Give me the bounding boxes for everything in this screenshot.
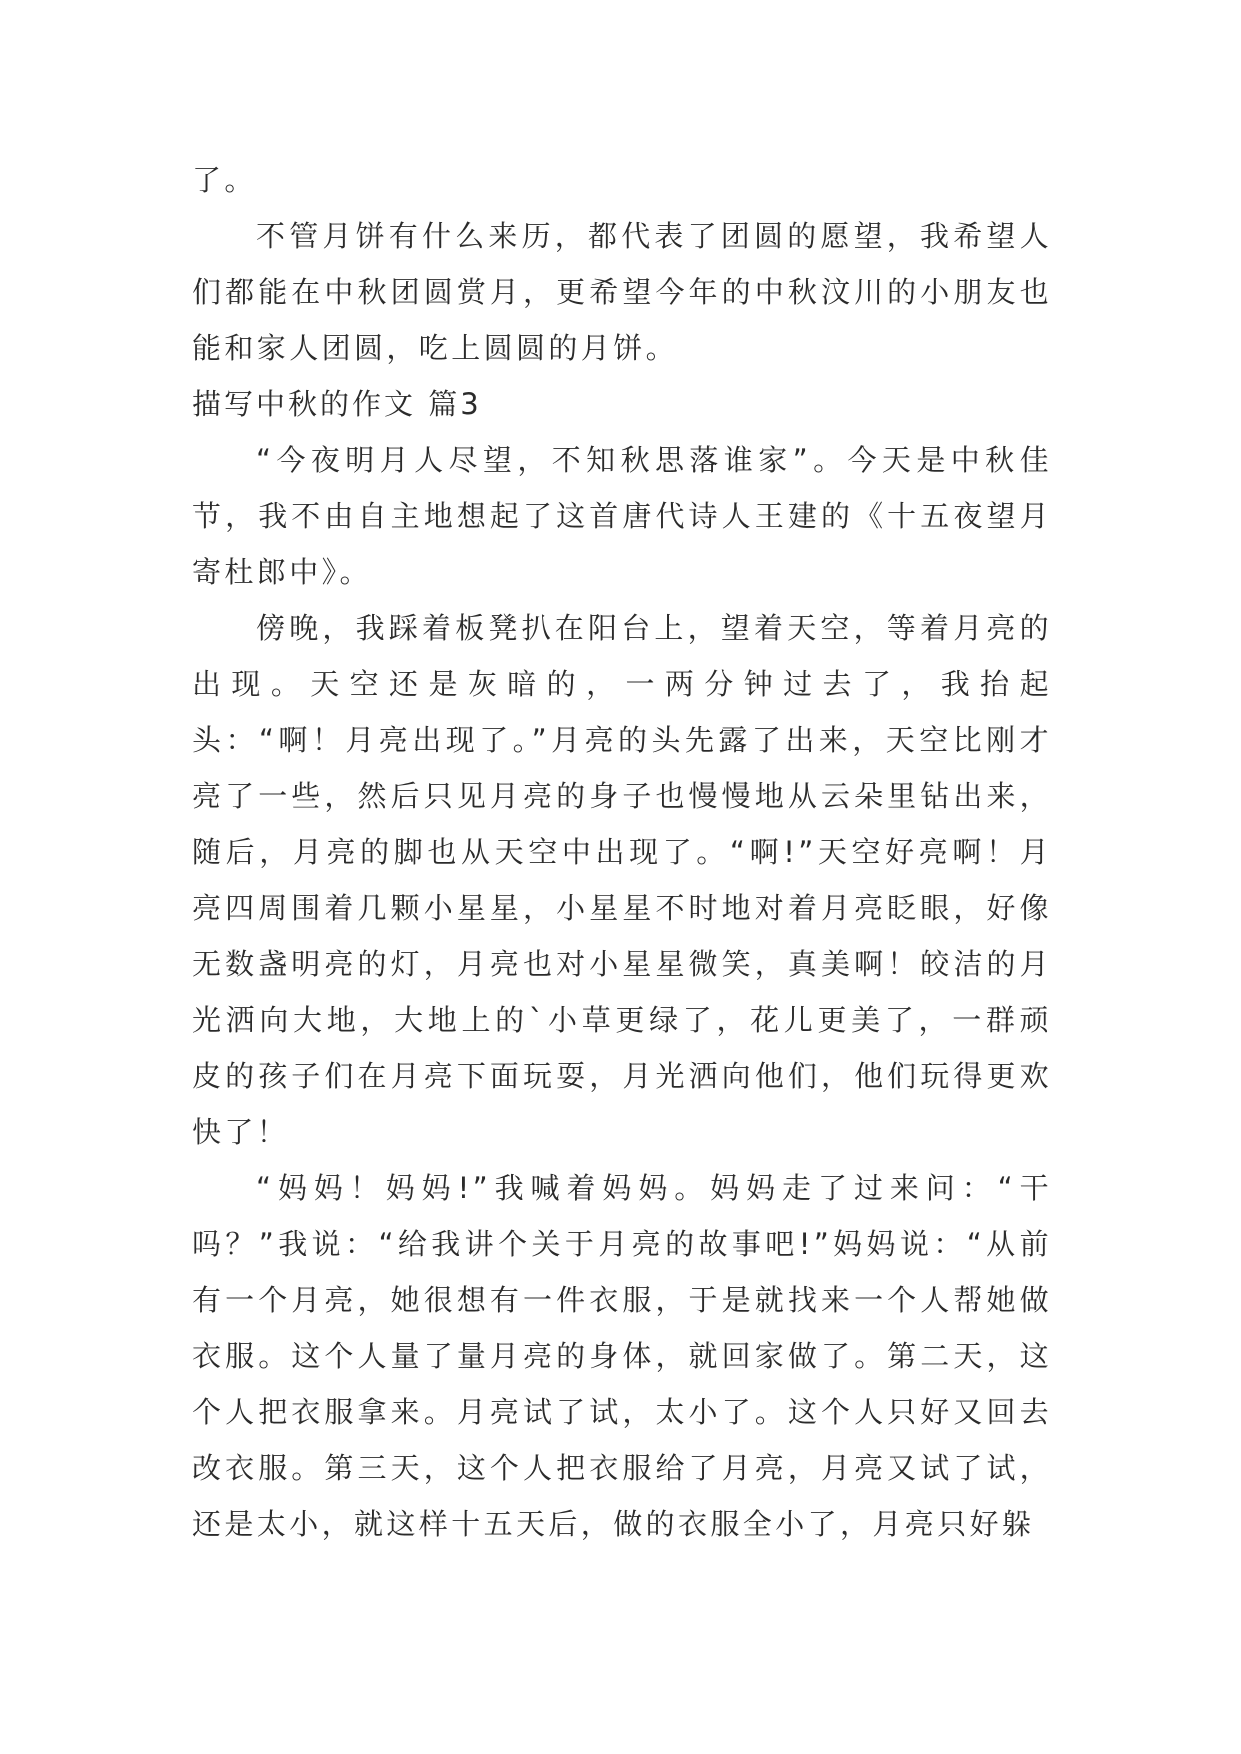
- document-body: [192, 152, 1052, 1552]
- paragraph-mooncake-wish: 不管月饼有什么来历，都代表了团圆的愿望，我希望人们都能在中秋团圆赏月，更希望今年的中秋汶川的小朋友也能和家人团圆，吃上圆圆的月饼。: [192, 219, 1052, 365]
- paragraph-poem-quote: “今夜明月人尽望，不知秋思落谁家”。今天是中秋佳节，我不由自主地想起了这首唐代诗人王建的《十五夜望月寄杜郎中》。: [192, 443, 1052, 589]
- paragraph-mother-story: “妈妈！妈妈!”我喊着妈妈。妈妈走了过来问：“干吗？”我说：“给我讲个关于月亮的故事吧!”妈妈说：“从前有一个月亮，她很想有一件衣服，于是就找来一个人帮她做衣服。这个人量了量月亮的身体，就回家做了。第二天，这个人把衣服拿来。月亮试了试，太小了。这个人只好又回去改衣服。第三天，这个人把衣服给了月亮，月亮又试了试，还是太小，就这样十五天后，做的衣服全小了，月亮只好躲: [192, 1171, 1052, 1541]
- section-heading: 描写中秋的作文 篇3: [192, 387, 482, 421]
- paragraph-evening-moon: 傍晚，我踩着板凳扒在阳台上，望着天空，等着月亮的出现。天空还是灰暗的，一两分钟过去了，我抬起头：“啊！月亮出现了。”月亮的头先露了出来，天空比刚才亮了一些，然后只见月亮的身子也慢慢地从云朵里钻出来，随后，月亮的脚也从天空中出现了。“啊!”天空好亮啊！月亮四周围着几颗小星星，小星星不时地对着月亮眨眼，好像无数盏明亮的灯，月亮也对小星星微笑，真美啊！皎洁的月光洒向大地，大地上的`小草更绿了，花儿更美了，一群顽皮的孩子们在月亮下面玩耍，月光洒向他们，他们玩得更欢快了！: [192, 611, 1052, 1149]
- paragraph-continuation: 了。: [192, 163, 257, 197]
